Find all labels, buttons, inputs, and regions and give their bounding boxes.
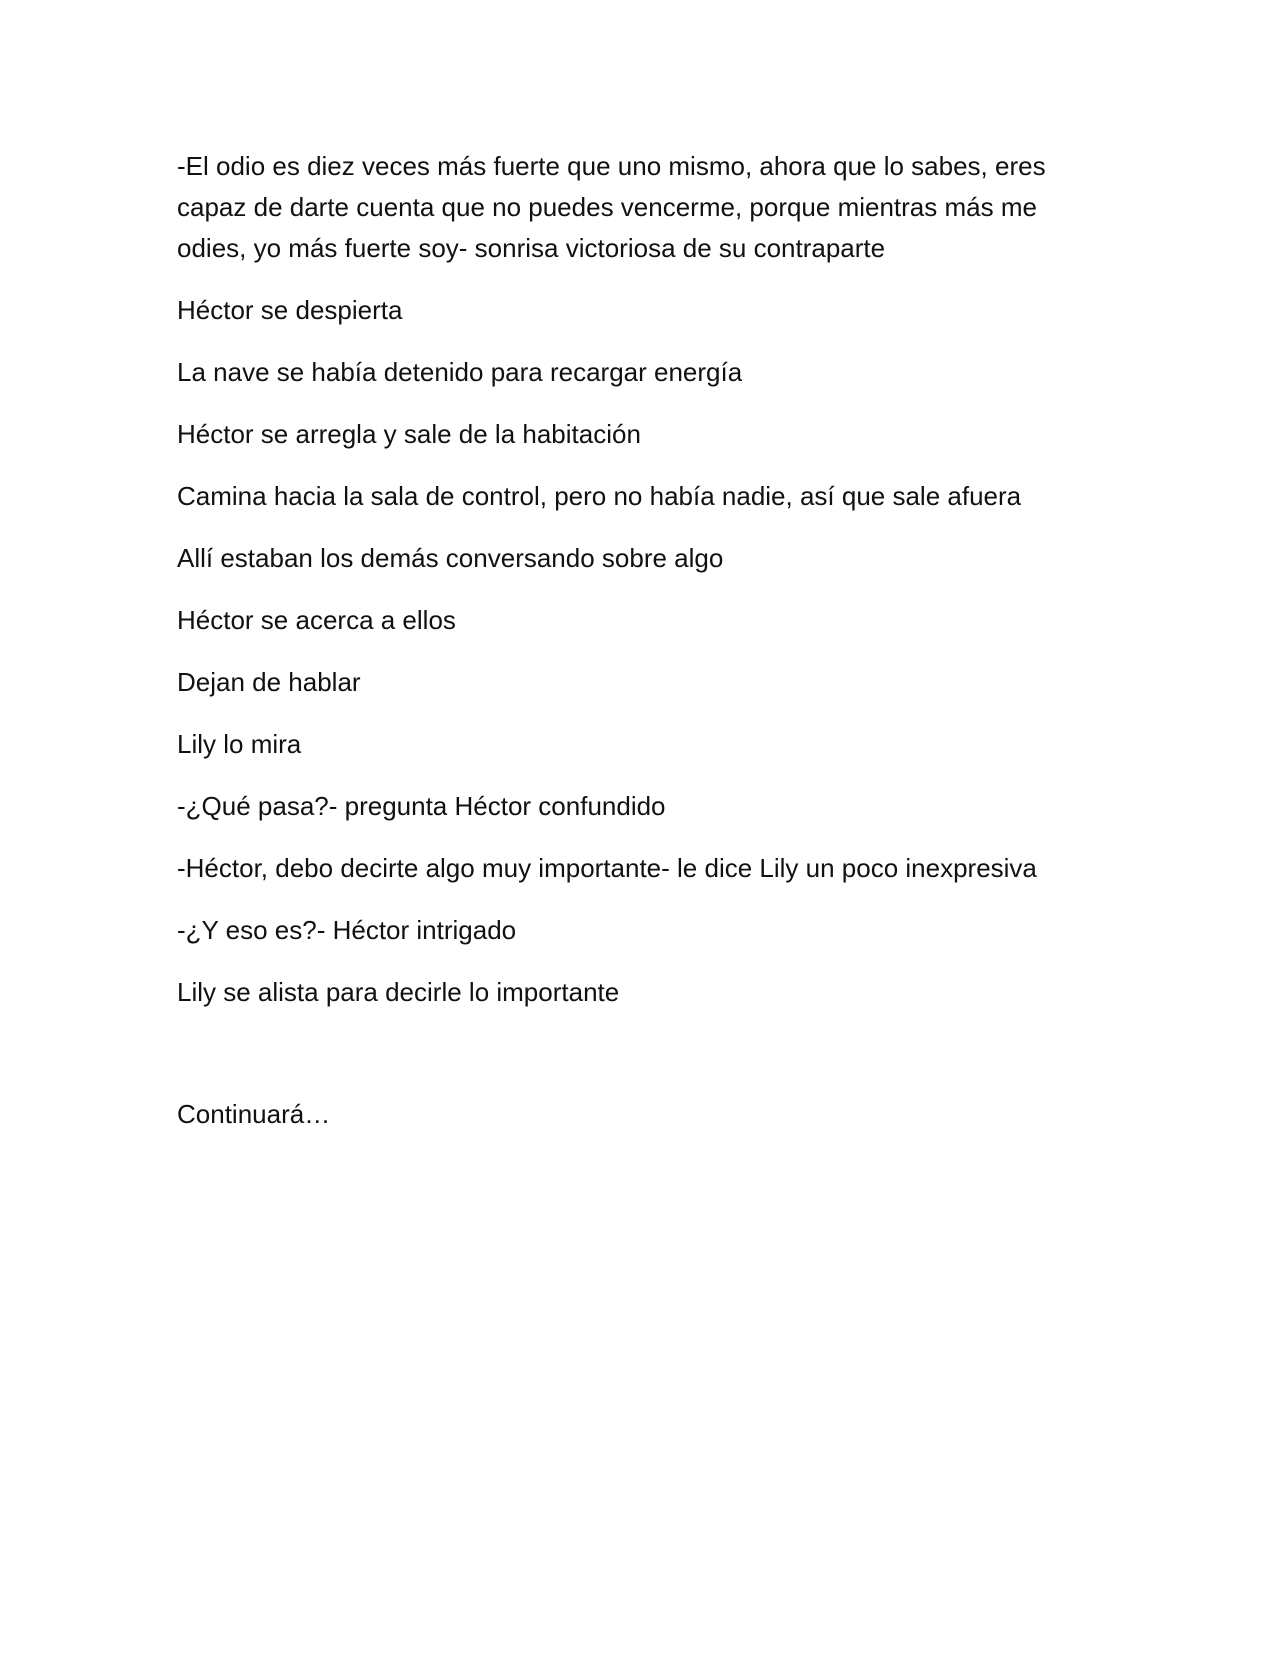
paragraph: Héctor se arregla y sale de la habitación [177,419,641,449]
paragraph: Héctor se despierta [177,295,403,325]
paragraph: -¿Y eso es?- Héctor intrigado [177,915,517,945]
paragraph: La nave se había detenido para recargar energía [177,357,743,387]
closing-line: Continuará… [177,1099,331,1129]
paragraph: -Héctor, debo decirte algo muy importante- le dice Lily un poco inexpresiva [177,853,1037,883]
paragraph: Dejan de hablar [177,667,361,697]
paragraph: Lily lo mira [177,729,302,759]
document-body [177,146,1107,1156]
blank-line [177,1034,1107,1094]
paragraph: -¿Qué pasa?- pregunta Héctor confundido [177,791,666,821]
paragraph: -El odio es diez veces más fuerte que uno mismo, ahora que lo sabes, eres capaz de darte cuenta que no puedes vencerme, porque mientras más me odies, yo más fuerte soy- sonrisa victoriosa de su contraparte [177,151,1046,263]
paragraph: Allí estaban los demás conversando sobre algo [177,543,724,573]
paragraph: Héctor se acerca a ellos [177,605,456,635]
paragraph: Lily se alista para decirle lo importante [177,977,620,1007]
paragraph: Camina hacia la sala de control, pero no había nadie, así que sale afuera [177,481,1022,511]
